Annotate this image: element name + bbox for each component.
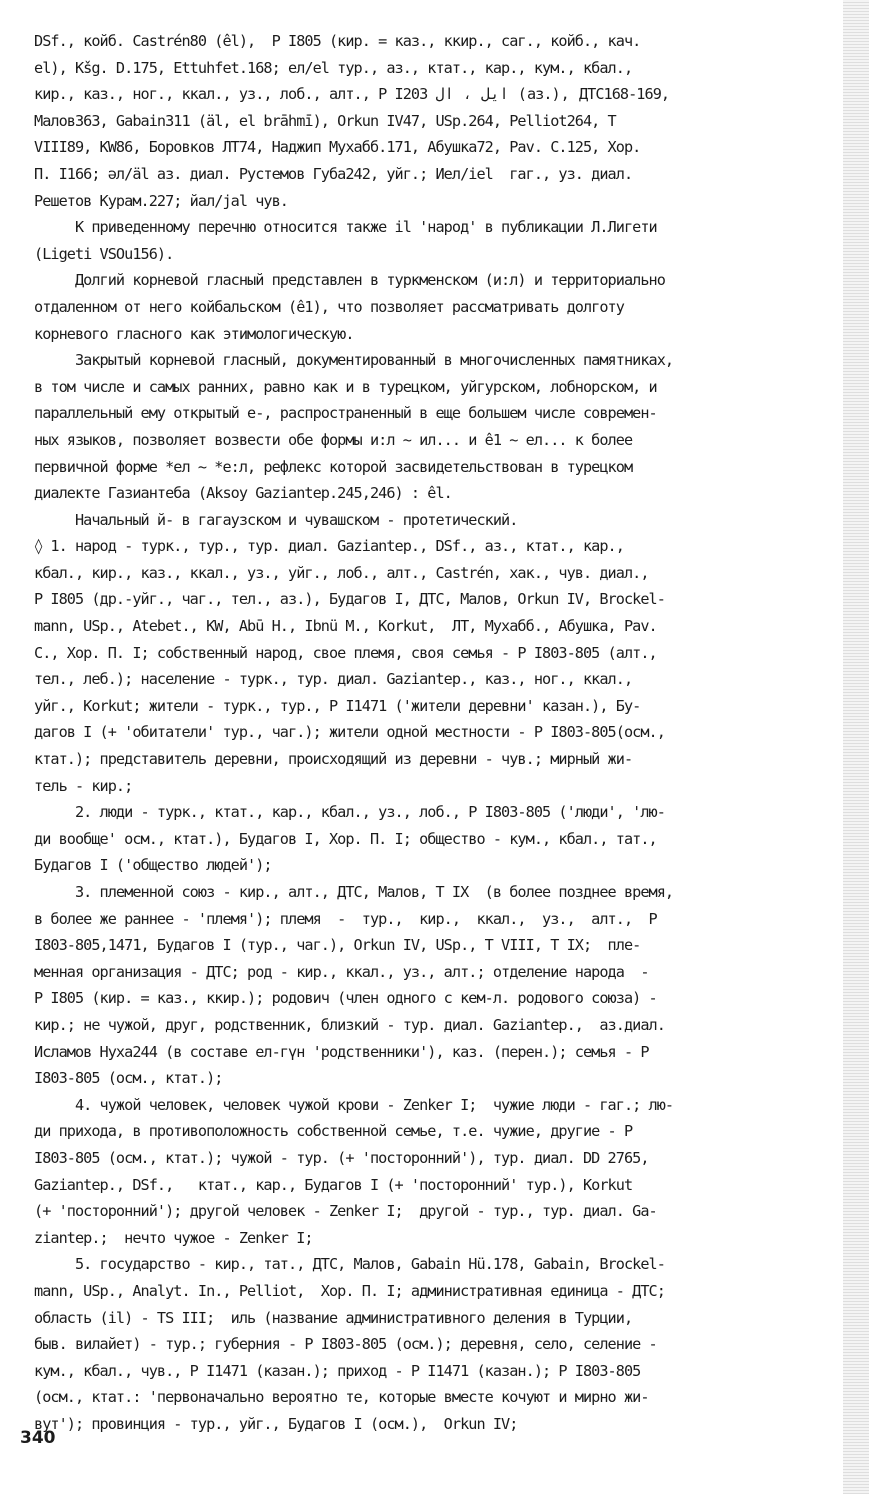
text-line: 5. государство - кир., тат., ДТС, Малов, Gabain Hü.178, Gabain, Brockel- (34, 1255, 665, 1274)
text-line: область (il) - TS III; иль (название административного деления в Турции, (34, 1308, 633, 1327)
text-line: кбал., кир., каз., ккал., уз., уйг., лоб., алт., Castrén, хак., чув. диал., (34, 563, 649, 582)
text-line: первичной форме *ел ~ *е:л, рефлекс которой засвидетельствован в турецком (34, 457, 633, 476)
text-line: ◊ 1. народ - туpк., тур., тур. диал. Gaziantep., DSf., аз., ктат., кар., (34, 537, 624, 556)
text-line: ziantep.; нечто чужое - Zenker I; (34, 1228, 313, 1247)
text-line: в более же раннее - 'племя'); племя - тур., кир., ккал., уз., алт., P (34, 909, 657, 928)
text-line: VIII89, KW86, Боровков ЛТ74, Наджип Мухабб.171, Абушка72, Pav. C.125, Хор. (34, 138, 641, 157)
text-line: el), Kšg. D.175, Ettuhfet.168; ел/el тур., аз., ктат., кар., кум., кбал., (34, 58, 633, 77)
text-line: P I805 (др.-уйг., чаг., тел., аз.), Будагов I, ДТС, Малов, Orkun IV, Brockel- (34, 590, 665, 609)
text-line: C., Хор. П. I; собственный народ, свое племя, своя семья - P I803-805 (алт., (34, 643, 657, 662)
scan-edge-shadow (843, 0, 869, 1494)
text-line: вут'); провинция - тур., уйг., Будагов I (осм.), Orkun IV; (34, 1414, 518, 1433)
text-line: 2. люди - турк., ктат., кар., кбал., уз., лоб., P I803-805 ('люди', 'лю- (34, 803, 665, 822)
text-line: кир., каз., ног., ккал., уз., лоб., алт., P I203 ایل ، ال (аз.), ДТС168-169, (34, 85, 670, 104)
text-line: P I805 (кир. = каз., ккир.); родович (член одного с кем-л. родового союза) - (34, 989, 657, 1008)
text-line: корневого гласного как этимологическую. (34, 324, 354, 343)
text-line: ди вообще' осм., ктат.), Будагов I, Хор. П. I; общество - кум., кбал., тат., (34, 829, 657, 848)
text-line: кир.; не чужой, друг, родственник, близкий - тур. диал. Gaziantep., аз.диал. (34, 1015, 665, 1034)
text-line: mann, USp., Atebet., KW, Abū H., Ibnü M., Korkut, ЛТ, Мухабб., Абушка, Pav. (34, 617, 657, 636)
text-line: дагов I (+ 'обитатели' тур., чаг.); жители одной местности - P I803-805(осм., (34, 723, 665, 742)
text-line: в том числе и самых ранних, равно как и в турецком, уйгурском, лобнорском, и (34, 377, 657, 396)
text-line: диалекте Газиантеба (Aksoy Gaziantep.245,246) : êl. (34, 484, 452, 503)
text-line: I803-805 (осм., ктат.); чужой - тур. (+ 'посторонний'), тур. диал. DD 2765, (34, 1148, 649, 1167)
text-line: Gaziantep., DSf., ктат., кар., Будагов I (+ 'посторонний' тур.), Korkut (34, 1175, 633, 1194)
text-line: Начальный й- в гагаузском и чувашском - протетический. (34, 510, 518, 529)
text-line: менная организация - ДТС; род - кир., ккал., уз., алт.; отделение народа - (34, 962, 649, 981)
text-line: Исламов Нуха244 (в составе ел-гүн 'родственники'), каз. (перен.); семья - P (34, 1042, 649, 1061)
text-line: тель - кир.; (34, 776, 133, 795)
dictionary-entry (34, 28, 846, 1437)
text-line: Закрытый корневой гласный, документированный в многочисленных памятниках, (34, 351, 674, 370)
text-line: Долгий корневой гласный представлен в туркменском (и:л) и территориально (34, 271, 665, 290)
text-line: (+ 'посторонний'); другой человек - Zenker I; другой - тур., тур. диал. Ga- (34, 1202, 657, 1221)
text-line: (осм., ктат.: 'первоначально вероятно те, которые вместе кочуют и мирно жи- (34, 1388, 649, 1407)
text-line: тел., леб.); население - турк., тур. диал. Gaziantep., каз., ног., ккал., (34, 670, 633, 689)
text-line: ных языков, позволяет возвести обе формы и:л ~ ил... и ê1 ~ ел... к более (34, 430, 633, 449)
text-line: DSf., койб. Castrén80 (êl), P I805 (кир. = каз., ккир., саг., койб., кач. (34, 32, 641, 50)
page-number: 340 (20, 1428, 56, 1448)
text-line: I803-805,1471, Будагов I (тур., чаг.), Orkun IV, USp., T VIII, T IX; пле- (34, 936, 641, 955)
text-line: кум., кбал., чув., P I1471 (казан.); приход - P I1471 (казан.); P I803-805 (34, 1361, 641, 1380)
text-line: ди прихода, в противоположность собственной семье, т.е. чужие, другие - P (34, 1122, 633, 1141)
text-line: быв. вилайет) - тур.; губерния - P I803-805 (осм.); деревня, село, селение - (34, 1335, 657, 1354)
text-line: mann, USp., Analyt. In., Pelliot, Хор. П. I; административная единица - ДТС; (34, 1281, 665, 1300)
text-line: отдаленном от него койбальском (ê1), что позволяет рассматривать долготу (34, 297, 624, 316)
text-line: К приведенному перечню относится также il 'народ' в публикации Л.Лигети (34, 218, 657, 237)
text-line: 3. племенной союз - кир., алт., ДТС, Малов, T IX (в более позднее время, (34, 883, 674, 901)
text-line: I803-805 (осм., ктат.); (34, 1069, 223, 1088)
text-line: П. I166; әл/äl аз. диал. Рустемов Губа242, уйг.; Иел/iel гаг., уз. диал. (34, 164, 633, 183)
text-line: уйг., Korkut; жители - турк., тур., P I1471 ('жители деревни' казан.), Бу- (34, 696, 641, 715)
text-line: (Ligeti VSOu156). (34, 244, 174, 263)
text-line: Решетов Курам.227; йал/jal чув. (34, 191, 289, 210)
text-line: 4. чужой человек, человек чужой крови - Zenker I; чужие люди - гаг.; лю- (34, 1095, 674, 1114)
text-line: Малов363, Gabain311 (äl, el brāhmī), Orkun IV47, USp.264, Pelliot264, T (34, 111, 616, 130)
text-line: Будагов I ('общество людей'); (34, 856, 272, 875)
text-line: параллельный ему открытый е-, распространенный в еще большем числе современ- (34, 404, 657, 423)
text-line: ктат.); представитель деревни, происходящий из деревни - чув.; мирный жи- (34, 750, 633, 769)
